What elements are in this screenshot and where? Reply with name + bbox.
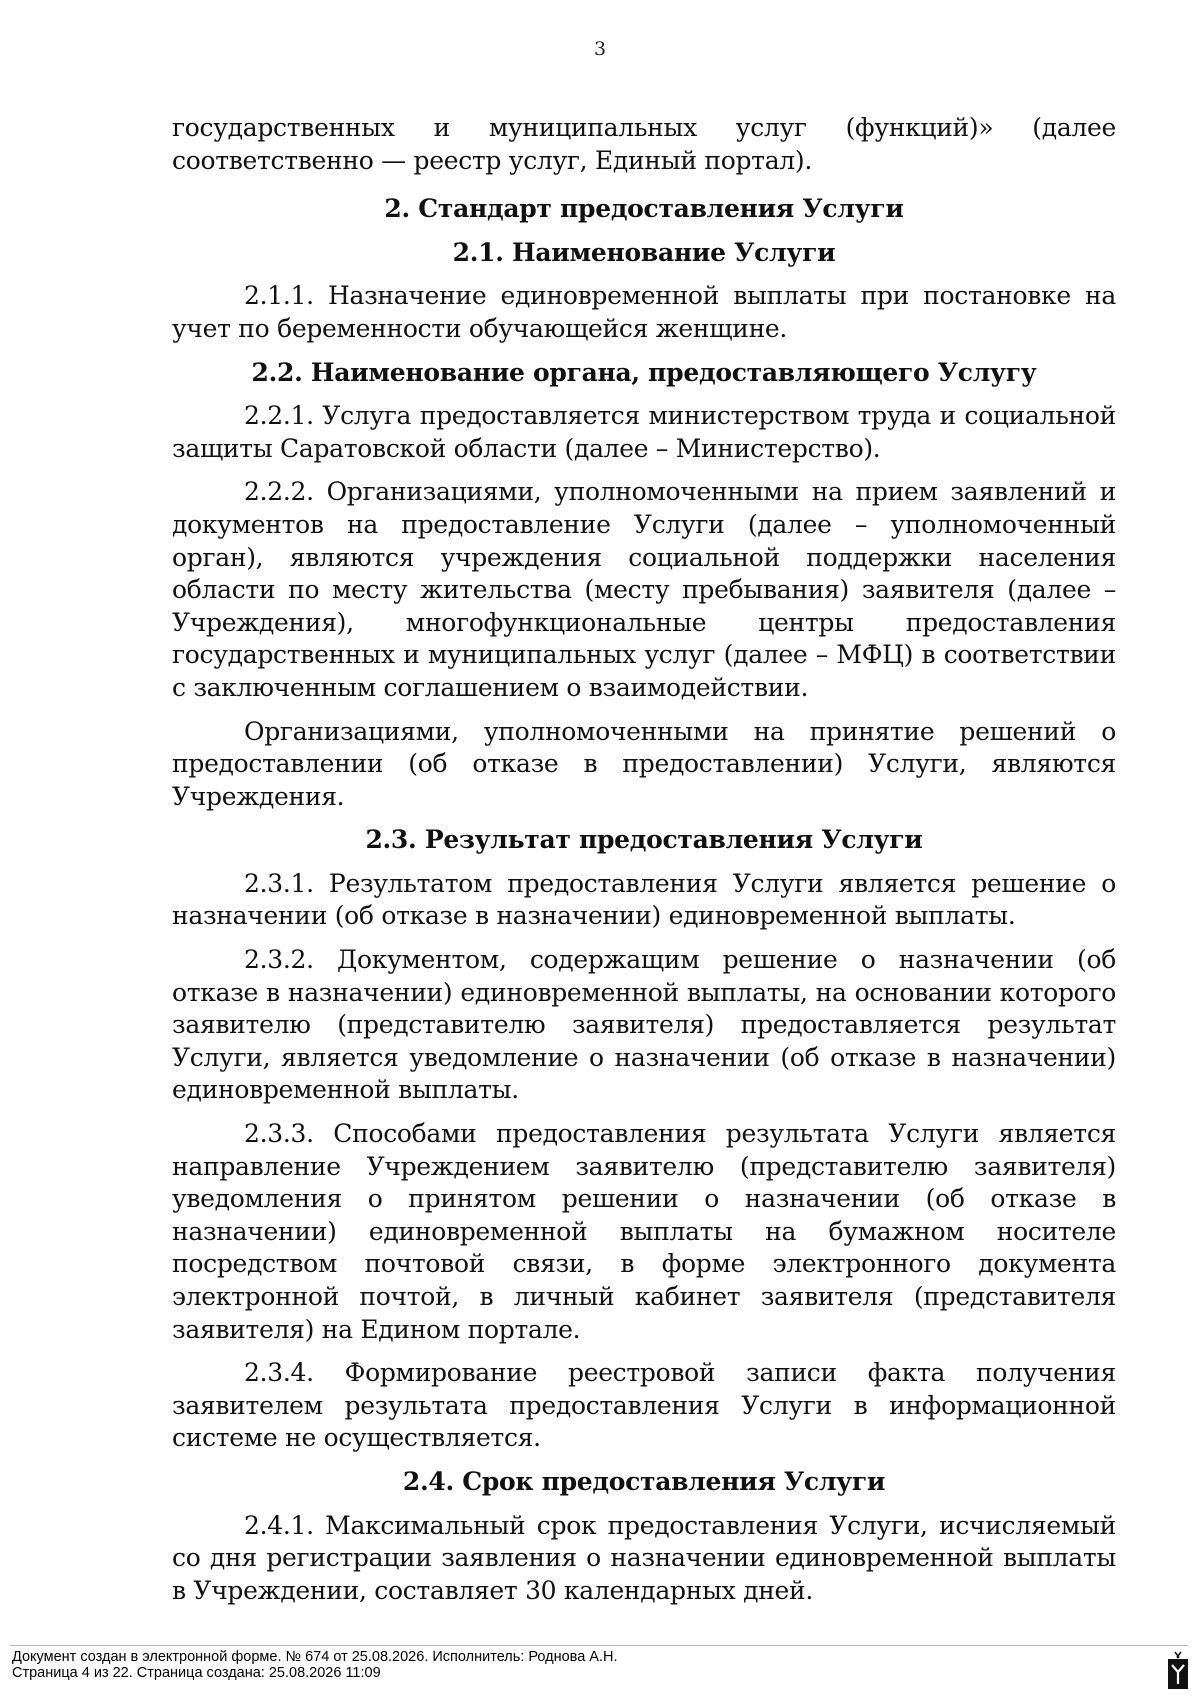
footer-divider: [10, 1645, 1188, 1646]
document-body: [172, 112, 1116, 1618]
subsection-heading: 2.3. Результат предоставления Услуги: [365, 825, 923, 855]
emblem-icon: [1166, 1650, 1190, 1690]
paragraph: 2.2.1. Услуга предоставляется министерством труда и социальной защиты Саратовской области (далее – Министерство).: [172, 401, 1116, 463]
subsection-heading: 2.1. Наименование Услуги: [452, 237, 836, 267]
paragraph: 2.3.2. Документом, содержащим решение о назначении (об отказе в назначении) единовременной выплаты, на основании которого заявителю (представителю заявителя) предоставляется результат Услуги, является уведомление о назначении (об отказе в назначении) единовременной выплаты.: [172, 945, 1116, 1105]
page-number: 3: [593, 38, 607, 60]
paragraph: 2.1.1. Назначение единовременной выплаты при постановке на учет по беременности обучающейся женщине.: [172, 281, 1116, 343]
paragraph: 2.3.1. Результатом предоставления Услуги является решение о назначении (об отказе в назначении) единовременной выплаты.: [172, 868, 1116, 931]
paragraph: 2.3.4. Формирование реестровой записи факта получения заявителем результата предоставления Услуги в информационной системе не осуществляется.: [172, 1358, 1116, 1453]
subsection-heading: 2.4. Срок предоставления Услуги: [402, 1466, 886, 1496]
paragraph-continuation: государственных и муниципальных услуг (функций)» (далее соответственно — реестр услуг, Единый портал).: [172, 113, 1116, 175]
subsection-heading: 2.2. Наименование органа, предоставляющего Услугу: [251, 357, 1037, 387]
footer-line-1: Документ создан в электронной форме. № 674 от 25.08.2026. Исполнитель: Роднова А.Н.: [12, 1649, 618, 1665]
paragraph: Организациями, уполномоченными на принятие решений о предоставлении (об отказе в предоставлении) Услуги, являются Учреждения.: [172, 716, 1116, 811]
footer-line-2: Страница 4 из 22. Страница создана: 25.08.2026 11:09: [12, 1665, 381, 1681]
paragraph: 2.4.1. Максимальный срок предоставления Услуги, исчисляемый со дня регистрации заявления о назначении единовременной выплаты в Учреждении, составляет 30 календарных дней.: [172, 1510, 1116, 1605]
footer: [12, 1649, 618, 1681]
paragraph: 2.3.3. Способами предоставления результата Услуги является направление Учреждением заявителю (представителю заявителя) уведомления о принятом решении о назначении (об отказе в назначении) единовременной выплаты на бумажном носителе посредством почтовой связи, в форме электронного документа электронной почтой, в личный кабинет заявителя (представителя заявителя) на Едином портале.: [172, 1119, 1116, 1344]
section-heading: 2. Стандарт предоставления Услуги: [384, 194, 904, 224]
paragraph: 2.2.2. Организациями, уполномоченными на прием заявлений и документов на предоставление Услуги (далее – уполномоченный орган), являются учреждения социальной поддержки населения области по месту жительства (месту пребывания) заявителя (далее – Учреждения), многофункциональные центры предоставления государственных и муниципальных услуг (далее – МФЦ) в соответствии с заключенным соглашением о взаимодействии.: [172, 477, 1116, 702]
